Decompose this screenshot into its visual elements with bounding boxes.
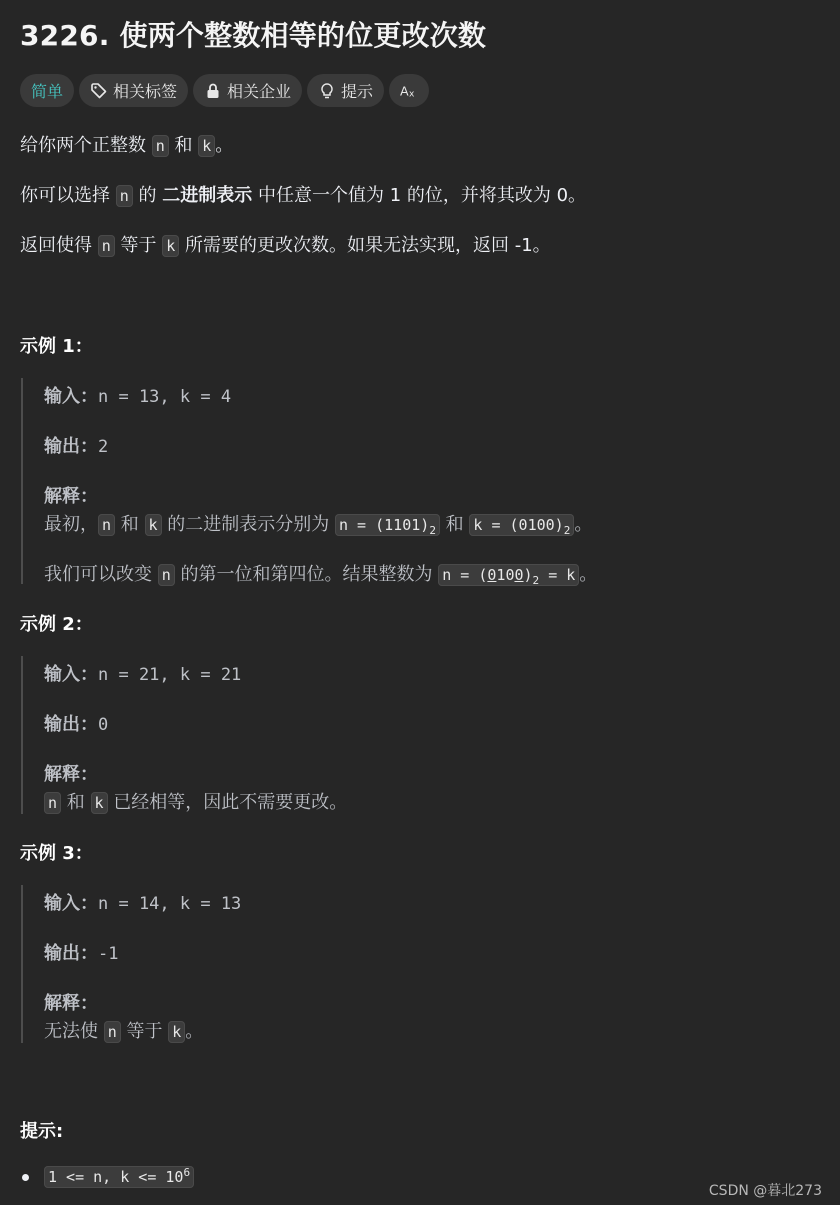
difficulty-label: 简单 xyxy=(31,82,64,101)
related-tags-label: 相关标签 xyxy=(113,82,178,101)
result-code: $n = (0100)_2 = k$ xyxy=(438,564,579,586)
watermark: CSDN @暮北273 xyxy=(708,1183,822,1199)
example-2-heading: 示例 2： xyxy=(20,614,93,635)
example-1-explain-label: 解释： xyxy=(44,486,98,507)
translate-icon xyxy=(400,82,418,100)
translate-button[interactable] xyxy=(389,74,429,107)
example-2-border xyxy=(21,656,23,814)
example-1-border xyxy=(21,378,23,584)
lightbulb-icon xyxy=(318,82,336,100)
bullet-dot xyxy=(22,1174,29,1181)
bold-text: 二进制表示 xyxy=(162,185,253,206)
example-2-input: 输入：n = 21, k = 21 xyxy=(44,664,242,685)
example-1-input: 输入：n = 13, k = 4 xyxy=(44,386,232,407)
tag-bar xyxy=(20,74,429,107)
hint-label: 提示 xyxy=(341,82,374,101)
example-1-heading: 示例 1： xyxy=(20,336,93,357)
example-1-explain-line2: 我们可以改变 n 的第一位和第四位。结果整数为 $n = (0100)_2 = k$ 。 xyxy=(44,564,598,587)
example-3-output: 输出：-1 xyxy=(44,943,119,964)
related-companies-button[interactable] xyxy=(193,74,302,107)
description-p2: 你可以选择 n 的 二进制表示 中任意一个值为 1 的位，并将其改为 0。 xyxy=(20,185,587,206)
example-2-explain-line1: n 和 k 已经相等，因此不需要更改。 xyxy=(44,788,347,814)
inline-code-n: n xyxy=(116,185,133,207)
constraints-heading: 提示: xyxy=(20,1121,64,1142)
example-1-output: 输出：2 xyxy=(44,436,109,457)
example-2-explain-label: 解释： xyxy=(44,764,98,785)
lock-icon xyxy=(204,82,222,100)
problem-title: 3226. 使两个整数相等的位更改次数 xyxy=(20,19,487,52)
inline-code-n: n xyxy=(98,235,115,257)
svg-text:A: A xyxy=(400,83,409,98)
example-3-border xyxy=(21,885,23,1043)
difficulty-tag[interactable] xyxy=(20,74,74,107)
example-3-heading: 示例 3： xyxy=(20,843,93,864)
binary-code-k: $k = (0100)_2$ xyxy=(469,514,574,536)
description-p3: 返回使得 n 等于 k 所需要的更改次数。如果无法实现，返回 -1。 xyxy=(20,235,551,256)
example-3-explain-line1: 无法使 n 等于 k 。 xyxy=(44,1021,204,1042)
example-3-input: 输入：n = 14, k = 13 xyxy=(44,893,242,914)
binary-code-n: $n = (1101)_2$ xyxy=(335,514,440,536)
svg-text:x: x xyxy=(409,88,415,99)
example-1-explain-line1: 最初， n 和 k 的二进制表示分别为 $n = (1101)_2$ 和 $k = (0100)_2$ 。 xyxy=(44,514,593,537)
inline-code-k: k xyxy=(198,135,215,157)
example-2-output: 输出：0 xyxy=(44,714,109,735)
description-p1: 给你两个正整数 n 和 k 。 xyxy=(20,135,234,156)
constraint-item xyxy=(44,1166,194,1187)
tag-icon xyxy=(90,82,108,100)
inline-code-k: k xyxy=(162,235,179,257)
related-companies-label: 相关企业 xyxy=(227,82,292,101)
related-tags-button[interactable] xyxy=(79,74,188,107)
example-3-explain-label: 解释： xyxy=(44,993,98,1014)
inline-code-n: n xyxy=(152,135,169,157)
hint-button[interactable] xyxy=(307,74,384,107)
constraint-code: 1 <= n, $k <= 10^6$ xyxy=(44,1166,194,1188)
